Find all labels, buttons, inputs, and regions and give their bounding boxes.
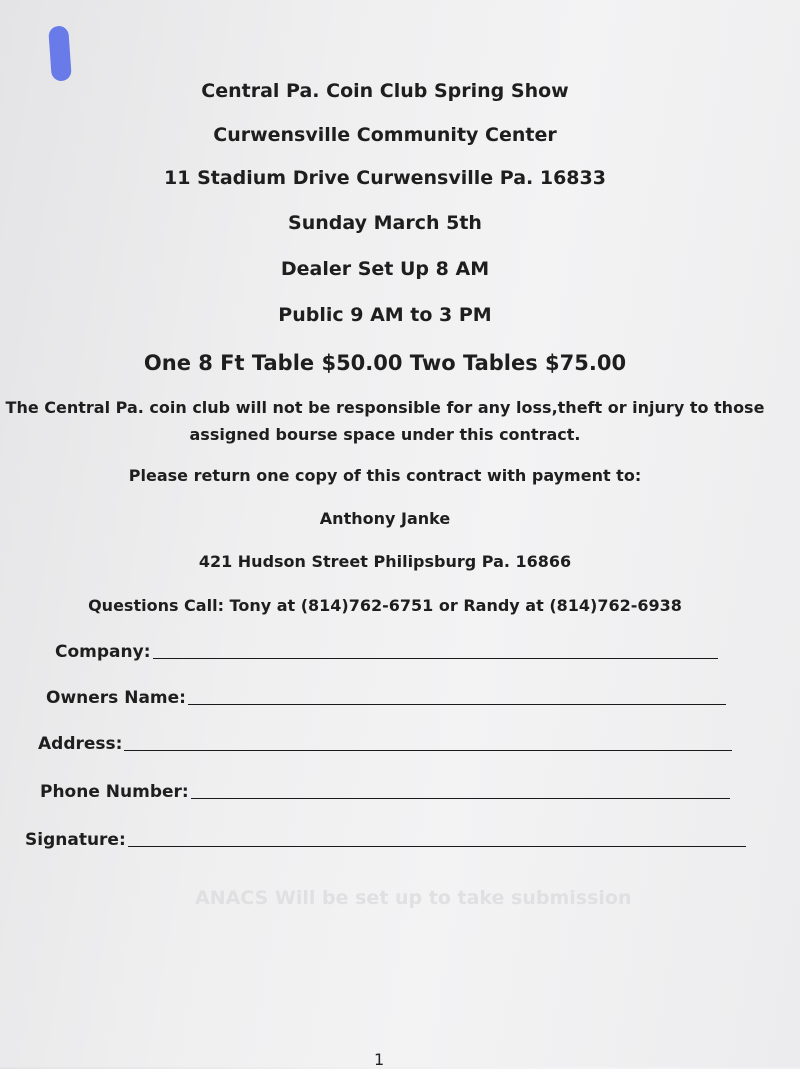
return-instruction: Please return one copy of this contract with payment to: <box>128 466 642 485</box>
address-label: Address: <box>38 734 123 754</box>
venue-address: 11 Stadium Drive Curwensville Pa. 16833 <box>164 167 606 189</box>
address-line[interactable] <box>124 736 732 751</box>
phone-number-field[interactable] <box>40 782 730 802</box>
show-title: Central Pa. Coin Club Spring Show <box>201 80 569 102</box>
owners-name-field[interactable] <box>46 688 726 708</box>
table-pricing: One 8 Ft Table $50.00 Two Tables $75.00 <box>143 351 627 375</box>
recipient-name: Anthony Janke <box>319 509 451 528</box>
blue-highlighter-mark <box>48 25 72 81</box>
company-line[interactable] <box>153 644 719 659</box>
signature-line[interactable] <box>128 832 746 847</box>
faint-show-through-text: ANACS Will be set up to take submission <box>195 887 632 909</box>
recipient-address: 421 Hudson Street Philipsburg Pa. 16866 <box>198 552 572 571</box>
questions-contact: Questions Call: Tony at (814)762-6751 or Randy at (814)762-6938 <box>88 596 682 615</box>
address-field[interactable] <box>38 734 732 754</box>
phone-number-line[interactable] <box>191 784 730 799</box>
venue-name: Curwensville Community Center <box>213 124 557 146</box>
signature-label: Signature: <box>25 830 126 850</box>
public-hours: Public 9 AM to 3 PM <box>278 304 492 326</box>
owners-name-line[interactable] <box>188 690 726 705</box>
company-field[interactable] <box>55 642 718 662</box>
dealer-setup-time: Dealer Set Up 8 AM <box>280 258 490 280</box>
phone-number-label: Phone Number: <box>40 782 189 802</box>
owners-name-label: Owners Name: <box>46 688 186 708</box>
disclaimer-line-1: The Central Pa. coin club will not be responsible for any loss,theft or injury to those <box>5 398 765 417</box>
show-date: Sunday March 5th <box>288 212 482 234</box>
disclaimer-line-2: assigned bourse space under this contract. <box>189 425 581 444</box>
signature-field[interactable] <box>25 830 746 850</box>
company-label: Company: <box>55 642 151 662</box>
page-number: 1 <box>374 1050 385 1069</box>
